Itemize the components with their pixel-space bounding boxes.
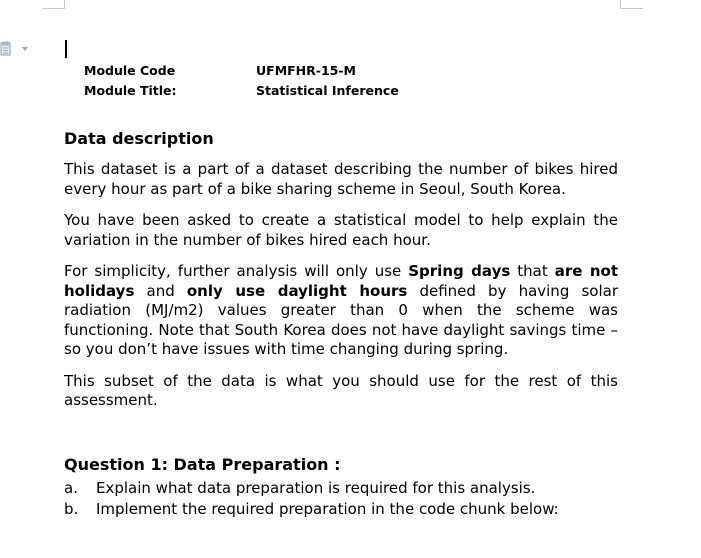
data-description-heading: Data description <box>64 129 214 148</box>
data-description-section <box>64 128 618 423</box>
module-title-row <box>84 80 399 100</box>
para3-text-2: that <box>510 262 555 280</box>
question-1-section <box>64 454 624 520</box>
crop-mark-top-right <box>620 0 643 9</box>
list-item <box>64 478 624 499</box>
module-info <box>84 60 399 100</box>
module-title-label: Module Title: <box>84 82 177 98</box>
question-1-heading: Question 1: Data Preparation : <box>64 455 341 474</box>
module-title-value: Statistical Inference <box>256 82 399 98</box>
module-code-row <box>84 60 399 80</box>
list-item-letter: a. <box>64 479 78 497</box>
para3-text-1: For simplicity, further analysis will only use <box>64 262 409 280</box>
text-cursor <box>65 40 67 58</box>
para3-text-3: and <box>134 281 187 300</box>
paragraph-simplicity <box>64 262 618 360</box>
list-item <box>64 499 624 520</box>
paragraph-subset: This subset of the data is what you should use for the rest of this assessment. <box>64 371 618 409</box>
list-item-text: Implement the required preparation in the code chunk below: <box>96 500 559 518</box>
crop-mark-top-left <box>42 0 65 9</box>
para3-text-4: defined by having solar radiation (MJ/m2) values greater than 0 when the scheme was functioning. Note that South Korea does not have daylight savings time – so you don’t have issues with time changing during spring. <box>64 281 618 358</box>
paragraph-dataset: This dataset is a part of a dataset describing the number of bikes hired every hour as part of a bike sharing scheme in Seoul, South Korea. <box>64 160 618 198</box>
chevron-down-icon <box>26 47 28 51</box>
paste-options-button[interactable] <box>0 40 30 58</box>
paragraph-task: You have been asked to create a statistical model to help explain the variation in the number of bikes hired each hour. <box>64 211 618 249</box>
module-code-label: Module Code <box>84 62 176 78</box>
list-item-letter: b. <box>64 500 79 518</box>
para3-bold-daylight-hours: only use daylight hours <box>186 281 408 300</box>
para3-bold-not-holidays: are not holidays <box>64 262 619 300</box>
list-item-text: Explain what data preparation is required for this analysis. <box>96 479 536 497</box>
module-code-value: UFMFHR-15-M <box>256 62 356 78</box>
para3-bold-spring-days: Spring days <box>408 262 511 280</box>
